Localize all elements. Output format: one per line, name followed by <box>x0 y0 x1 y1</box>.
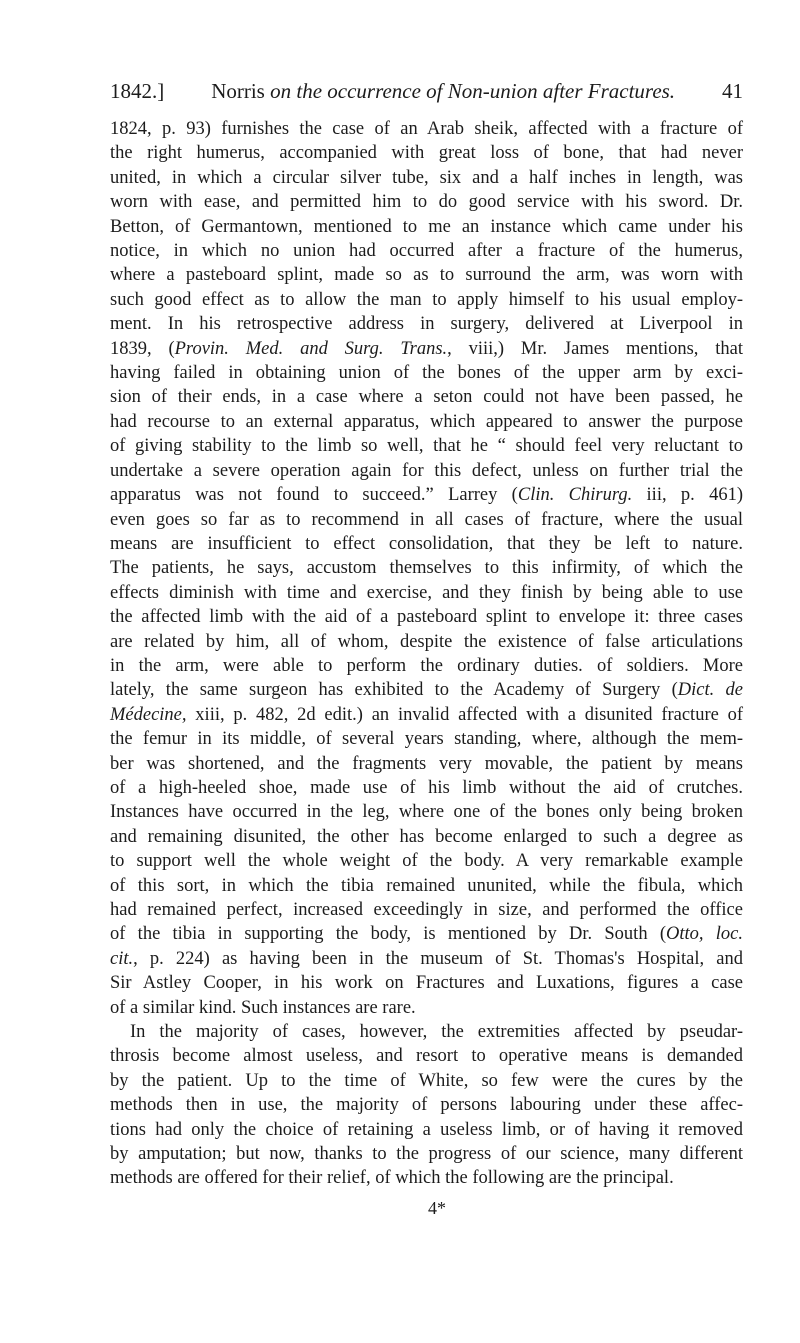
text-line <box>110 459 743 483</box>
italic-citation: Médecine, <box>110 704 187 725</box>
text-run: sion of their ends, in a case where a seton could not have been passed, he <box>110 387 743 408</box>
text-run: by amputation; but now, thanks to the progress of our science, many different <box>110 1144 743 1165</box>
text-run: notice, in which no union had occurred after a fracture of the humerus, <box>110 241 743 262</box>
text-line <box>110 215 743 239</box>
text-line <box>110 1142 743 1166</box>
text-line <box>110 556 743 580</box>
text-line <box>110 1093 743 1117</box>
text-line <box>110 141 743 165</box>
text-line <box>110 1044 743 1068</box>
text-line <box>110 190 743 214</box>
text-run: even goes so far as to recommend in all cases of fracture, where the usual <box>110 509 743 530</box>
text-run: such good effect as to allow the man to apply himself to his usual employ- <box>110 289 743 310</box>
text-run: tions had only the choice of retaining a useless limb, or of having it removed <box>110 1119 743 1140</box>
text-run: to support well the whole weight of the body. A very remarkable example <box>110 851 743 872</box>
text-run: worn with ease, and permitted him to do good service with his sword. Dr. <box>110 192 743 213</box>
text-run: united, in which a circular silver tube, six and a half inches in length, was <box>110 167 743 188</box>
text-run: having failed in obtaining union of the bones of the upper arm by exci- <box>110 363 743 384</box>
text-line <box>110 825 743 849</box>
text-line <box>110 532 743 556</box>
text-run: by the patient. Up to the time of White, so few were the cures by the <box>110 1070 743 1091</box>
text-line <box>110 752 743 776</box>
italic-citation: Provin. Med. and Surg. Trans. <box>174 338 448 359</box>
signature-mark: 4* <box>428 1198 446 1218</box>
text-line <box>110 971 743 995</box>
text-run: effects diminish with time and exercise, and they finish by being able to use <box>110 582 743 603</box>
text-run: of a high-heeled shoe, made use of his limb without the aid of crutches. <box>110 777 743 798</box>
text-run: , p. 224) as having been in the museum of St. Thomas's Hospital, and <box>133 948 743 969</box>
text-run: ment. In his retrospective address in surgery, delivered at Liverpool in <box>110 314 743 335</box>
header-title <box>164 78 722 104</box>
text-line <box>110 483 743 507</box>
italic-citation: Dict. de <box>677 680 744 701</box>
text-run: and remaining disunited, the other has become enlarged to such a degree as <box>110 826 743 847</box>
text-line <box>110 312 743 336</box>
text-line <box>110 337 743 361</box>
text-run: The patients, he says, accustom themselves to this infirmity, of which the <box>110 558 743 579</box>
text-line <box>110 288 743 312</box>
text-run: xiii, p. 482, 2d edit.) an invalid affected with a disunited fracture of <box>186 704 743 725</box>
text-run: of this sort, in which the tibia remained ununited, while the fibula, which <box>110 875 743 896</box>
text-run: the affected limb with the aid of a pasteboard splint to envelope it: three cases <box>110 607 743 628</box>
text-run: , viii,) Mr. James mentions, that <box>447 338 743 359</box>
text-line <box>110 776 743 800</box>
text-run: the femur in its middle, of several years standing, where, although the mem- <box>110 729 743 750</box>
text-line <box>110 508 743 532</box>
text-run: methods are offered for their relief, of which the following are the principal. <box>110 1168 674 1189</box>
text-line <box>110 947 743 971</box>
italic-citation: cit. <box>110 948 134 969</box>
text-line <box>110 678 743 702</box>
header-title-italic: on the occurrence of Non-union after Fractures. <box>270 79 676 103</box>
text-run: lately, the same surgeon has exhibited to the Academy of Surgery ( <box>110 680 678 701</box>
text-run: of giving stability to the limb so well, that he “ should feel very reluctant to <box>110 436 743 457</box>
text-run: in the arm, were able to perform the ordinary duties. of soldiers. More <box>110 655 743 676</box>
text-line <box>110 434 743 458</box>
text-line <box>110 703 743 727</box>
text-line <box>110 385 743 409</box>
body-text <box>110 117 743 1191</box>
text-line <box>110 1020 743 1044</box>
italic-citation: Otto, loc. <box>666 924 744 945</box>
text-line <box>110 898 743 922</box>
text-line <box>110 1069 743 1093</box>
page-number: 41 <box>722 79 743 103</box>
text-run: where a pasteboard splint, made so as to surround the arm, was worn with <box>110 265 743 286</box>
text-run: of a similar kind. Such instances are rare. <box>110 997 416 1018</box>
text-line <box>110 800 743 824</box>
text-line <box>110 1118 743 1142</box>
text-run: In the majority of cases, however, the extremities affected by pseudar- <box>130 1022 743 1043</box>
text-line <box>110 581 743 605</box>
text-line <box>110 630 743 654</box>
text-line <box>110 117 743 141</box>
text-run: apparatus was not found to succeed.” Larrey ( <box>110 485 518 506</box>
text-run: ber was shortened, and the fragments very movable, the patient by means <box>110 753 743 774</box>
italic-citation: Clin. Chirurg. <box>517 485 633 506</box>
text-run: had recourse to an external apparatus, which appeared to answer the purpose <box>110 411 743 432</box>
text-run: 1839, ( <box>110 338 175 359</box>
text-line <box>110 361 743 385</box>
text-run: 1824, p. 93) furnishes the case of an Arab sheik, affected with a fracture of <box>110 119 743 139</box>
text-line <box>110 410 743 434</box>
text-run: had remained perfect, increased exceedingly in size, and performed the office <box>110 900 743 920</box>
text-run: iii, p. 461) <box>632 485 743 506</box>
text-run: Instances have occurred in the leg, where one of the bones only being broken <box>110 802 743 823</box>
text-line <box>110 1166 743 1190</box>
running-header <box>110 78 743 104</box>
text-line <box>110 605 743 629</box>
text-line <box>110 922 743 946</box>
header-author: Norris <box>211 79 271 103</box>
text-run: Sir Astley Cooper, in his work on Fractures and Luxations, figures a case <box>110 973 743 994</box>
text-run: are related by him, all of whom, despite the existence of false articulations <box>110 631 743 652</box>
text-line <box>110 874 743 898</box>
text-run: methods then in use, the majority of persons labouring under these affec- <box>110 1095 743 1116</box>
text-run: of the tibia in supporting the body, is mentioned by Dr. South ( <box>110 924 666 945</box>
text-run: the right humerus, accompanied with great loss of bone, that had never <box>110 143 743 164</box>
text-line <box>110 849 743 873</box>
text-run: undertake a severe operation again for this defect, unless on further trial the <box>110 460 743 481</box>
text-line <box>110 727 743 751</box>
header-year: 1842.] <box>110 79 165 103</box>
text-run: Betton, of Germantown, mentioned to me an instance which came under his <box>110 216 743 237</box>
text-run: means are insufficient to effect consolidation, that they be left to nature. <box>110 533 743 554</box>
text-line <box>110 263 743 287</box>
text-line <box>110 996 743 1020</box>
text-line <box>110 166 743 190</box>
text-line <box>110 654 743 678</box>
text-line <box>110 239 743 263</box>
text-run: throsis become almost useless, and resort to operative means is demanded <box>110 1046 743 1067</box>
